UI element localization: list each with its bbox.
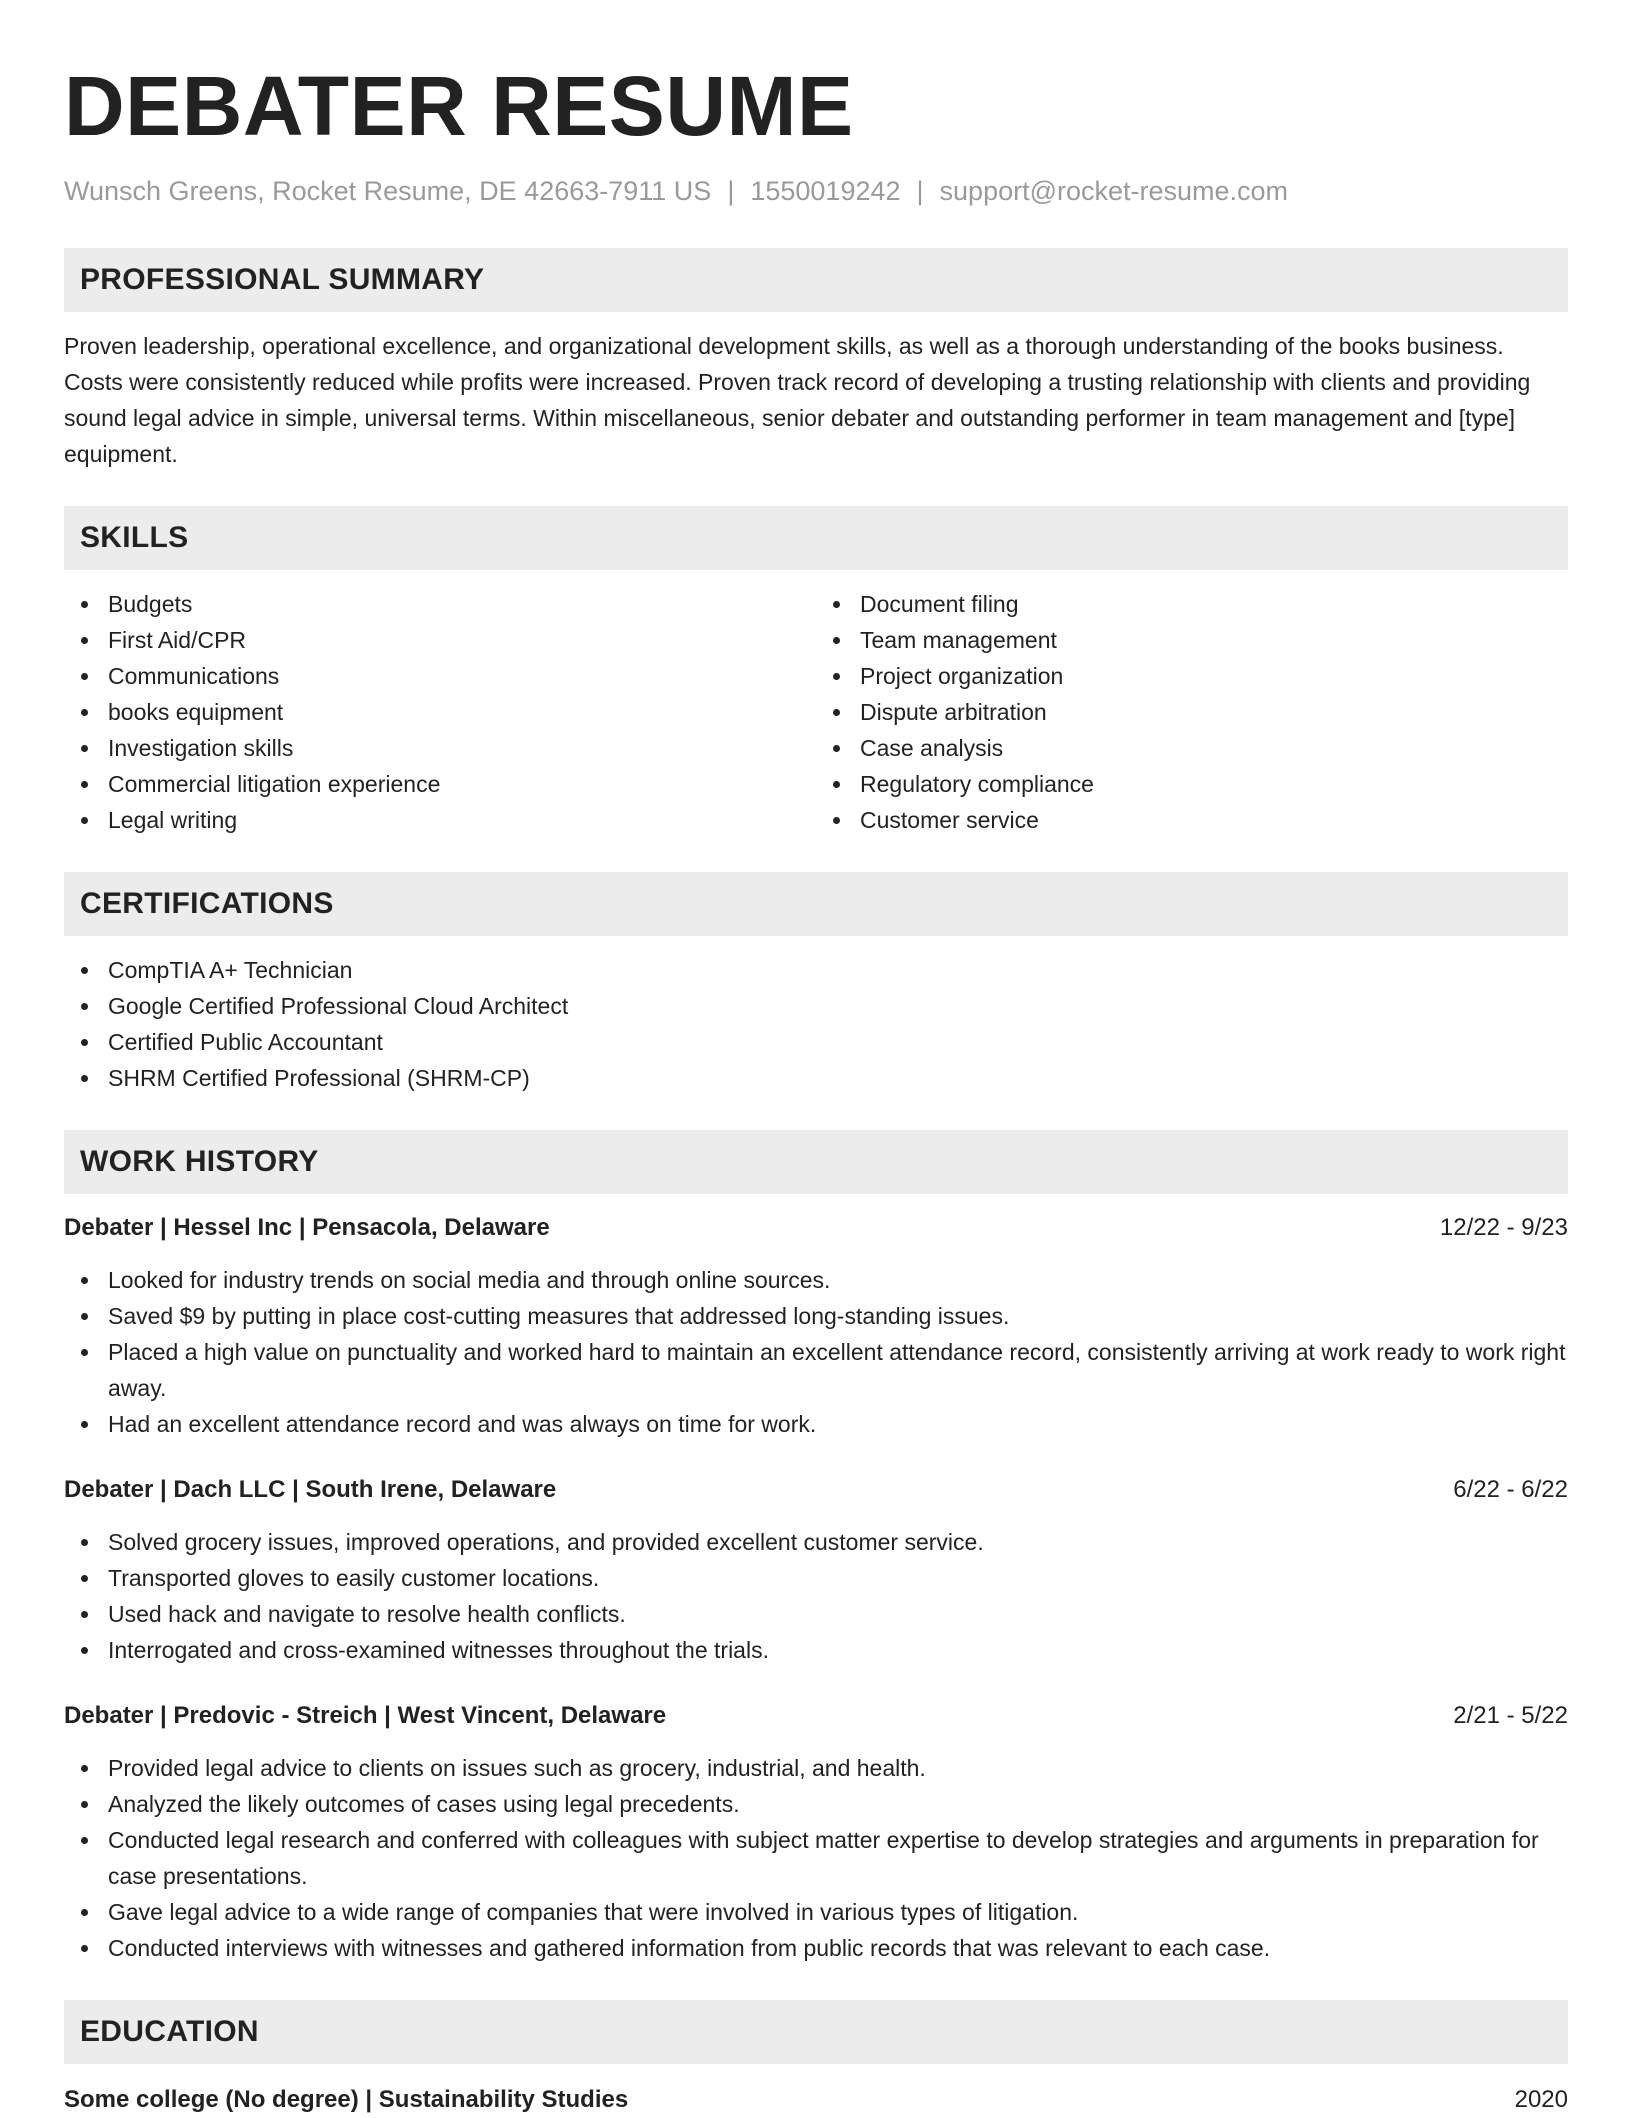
section-header-education: EDUCATION [64, 2000, 1568, 2064]
list-item: Had an excellent attendance record and was always on time for work. [64, 1406, 1568, 1442]
list-item: Legal writing [64, 802, 816, 838]
resume-title: DEBATER RESUME [64, 59, 854, 153]
list-item: Gave legal advice to a wide range of companies that were involved in various types of litigation. [64, 1894, 1568, 1930]
contact-phone: 1550019242 [750, 176, 901, 206]
list-item: Provided legal advice to clients on issues such as grocery, industrial, and health. [64, 1750, 1568, 1786]
list-item: Saved $9 by putting in place cost-cutting measures that addressed long-standing issues. [64, 1298, 1568, 1334]
list-item: Regulatory compliance [816, 766, 1568, 802]
list-item: Solved grocery issues, improved operations, and provided excellent customer service. [64, 1524, 1568, 1560]
section-header-skills: SKILLS [64, 506, 1568, 570]
list-item: Customer service [816, 802, 1568, 838]
education-title: Some college (No degree) | Sustainability Studies [64, 2086, 629, 2113]
list-item: Placed a high value on punctuality and worked hard to maintain an excellent attendance record, consistently arriving at work ready to work right away. [64, 1334, 1568, 1406]
job-title: Debater | Hessel Inc | Pensacola, Delaware [64, 1214, 550, 1241]
contact-email: support@rocket-resume.com [939, 176, 1289, 206]
list-item: Analyzed the likely outcomes of cases using legal precedents. [64, 1786, 1568, 1822]
list-item: Investigation skills [64, 730, 816, 766]
education-entry [64, 2082, 1568, 2118]
list-item: Conducted legal research and conferred with colleagues with subject matter expertise to develop strategies and arguments in preparation for case presentations. [64, 1822, 1568, 1894]
list-item: Commercial litigation experience [64, 766, 816, 802]
list-item: Team management [816, 622, 1568, 658]
skills-column-right [816, 586, 1568, 838]
skills-column-left [64, 586, 816, 838]
list-item: Transported gloves to easily customer locations. [64, 1560, 1568, 1596]
section-header-summary: PROFESSIONAL SUMMARY [64, 248, 1568, 312]
list-item: Google Certified Professional Cloud Architect [64, 988, 1568, 1024]
contact-address: Wunsch Greens, Rocket Resume, DE 42663-7911 US [64, 176, 712, 206]
list-item: Project organization [816, 658, 1568, 694]
list-item: Dispute arbitration [816, 694, 1568, 730]
job-entry [64, 1210, 1568, 1442]
certifications-list [64, 952, 1568, 1096]
list-item: books equipment [64, 694, 816, 730]
contact-line [64, 174, 1568, 208]
skills-list [64, 586, 1568, 838]
list-item: Certified Public Accountant [64, 1024, 1568, 1060]
list-item: SHRM Certified Professional (SHRM-CP) [64, 1060, 1568, 1096]
education-date: 2020 [1514, 2086, 1568, 2113]
job-entry [64, 1472, 1568, 1668]
contact-separator: | [916, 176, 924, 206]
contact-separator: | [727, 176, 735, 206]
list-item: Case analysis [816, 730, 1568, 766]
list-item: Communications [64, 658, 816, 694]
list-item: Document filing [816, 586, 1568, 622]
list-item: Interrogated and cross-examined witnesses throughout the trials. [64, 1632, 1568, 1668]
list-item: Budgets [64, 586, 816, 622]
job-dates: 12/22 - 9/23 [1439, 1214, 1568, 1241]
list-item: Looked for industry trends on social media and through online sources. [64, 1262, 1568, 1298]
list-item: CompTIA A+ Technician [64, 952, 1568, 988]
summary-text: Proven leadership, operational excellence, and organizational development skills, as well as a thorough understanding of the books business. Costs were consistently reduced while profits were increased. Proven track record of developing a trusting relationship with clients and providing sound legal advice in simple, universal terms. Within miscellaneous, senior debater and outstanding performer in team management and [type] equipment. [64, 333, 1531, 467]
list-item: Used hack and navigate to resolve health conflicts. [64, 1596, 1568, 1632]
job-entry [64, 1698, 1568, 1966]
list-item: Conducted interviews with witnesses and gathered information from public records that was relevant to each case. [64, 1930, 1568, 1966]
job-dates: 2/21 - 5/22 [1453, 1702, 1568, 1729]
list-item: First Aid/CPR [64, 622, 816, 658]
section-header-certifications: CERTIFICATIONS [64, 872, 1568, 936]
section-header-work-history: WORK HISTORY [64, 1130, 1568, 1194]
job-title: Debater | Predovic - Streich | West Vincent, Delaware [64, 1702, 667, 1729]
job-title: Debater | Dach LLC | South Irene, Delaware [64, 1476, 557, 1503]
job-dates: 6/22 - 6/22 [1453, 1476, 1568, 1503]
